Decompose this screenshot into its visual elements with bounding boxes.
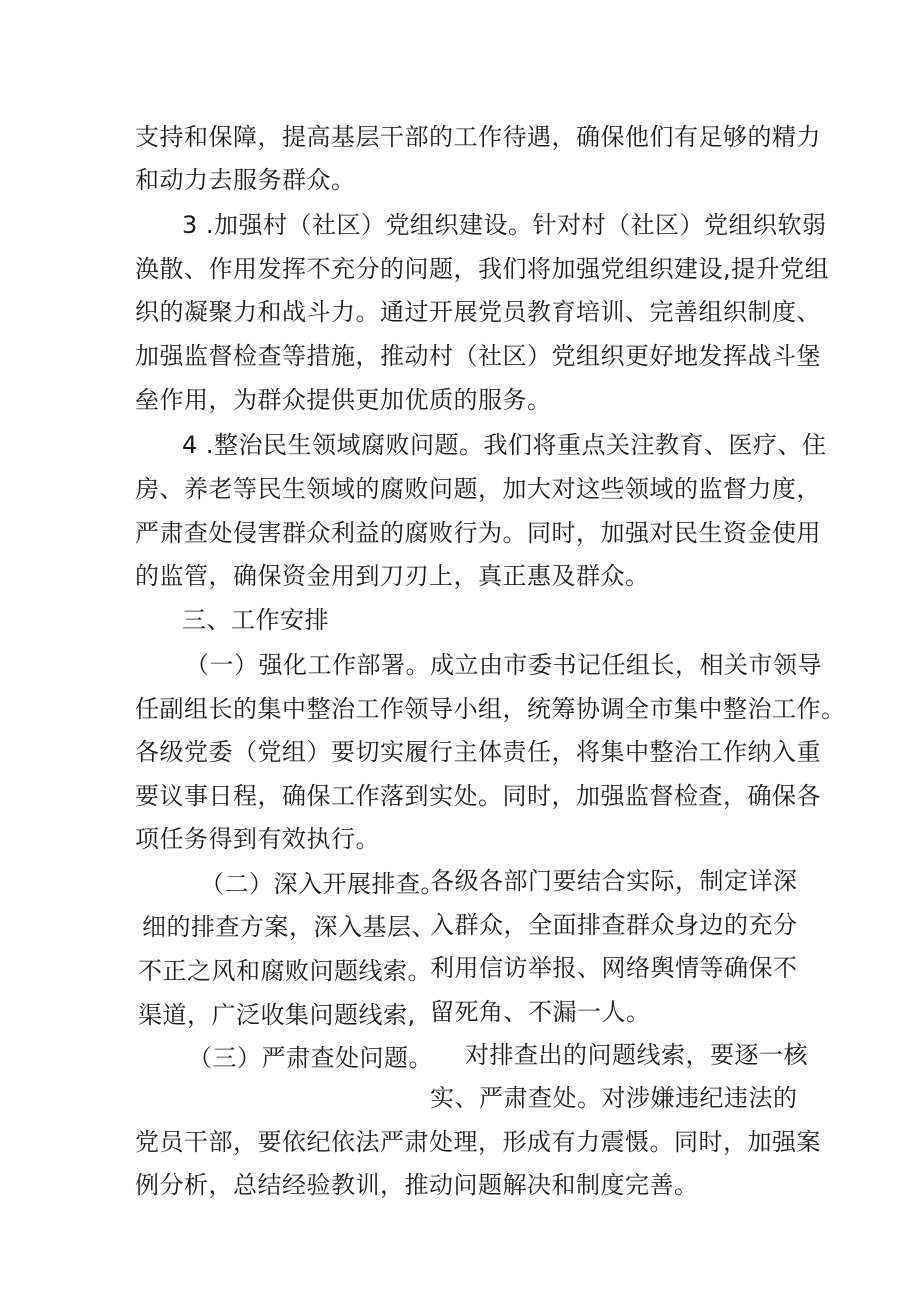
text-line: 的监管，确保资金用到刀刃上，真正惠及群众。	[135, 562, 650, 590]
text-line: 任副组长的集中整治工作领导小组，统筹协调全市集中整治工作。	[135, 695, 846, 723]
text-line: 支持和保障，提高基层干部的工作待遇，确保他们有足够的精力	[135, 123, 821, 151]
text-line: 房、养老等民生领域的腐败问题，加大对这些领域的监督力度，	[135, 475, 821, 503]
text-line: 实、严肃查处。对涉嫌违纪违法的	[430, 1084, 798, 1112]
text-line: 渠道，广泛收集问题线索,	[138, 1001, 416, 1029]
text-line: 项任务得到有效执行。	[135, 825, 380, 853]
text-line: 对排查出的问题线索，要逐一核	[465, 1041, 808, 1069]
text-line: 4 .整治民生领域腐败问题。我们将重点关注教育、医疗、住	[182, 431, 827, 459]
text-line: （三）严肃查处问题。	[188, 1044, 433, 1072]
text-line: 利用信访举报、网络舆情等确保不	[430, 954, 798, 982]
text-line: （二）深入开展排查。	[200, 870, 445, 898]
section-heading: 三、工作安排	[182, 606, 329, 634]
text-line: 细的排查方案，深入基层、	[142, 913, 436, 941]
text-line: 加强监督检查等措施，推动村（社区）党组织更好地发挥战斗堡	[135, 342, 821, 370]
text-line: 留死角、不漏一人。	[430, 998, 651, 1026]
text-line: 严肃查处侵害群众利益的腐败行为。同时，加强对民生资金使用	[135, 519, 821, 547]
text-line: 和动力去服务群众。	[135, 166, 356, 194]
text-line: 要议事日程，确保工作落到实处。同时，加强监督检查，确保各	[135, 782, 821, 810]
text-line: 织的凝聚力和战斗力。通过开展党员教育培训、完善组织制度、	[135, 298, 821, 326]
text-line: 例分析，总结经验教训，推动问题解决和制度完善。	[135, 1171, 699, 1199]
text-line: 垒作用，为群众提供更加优质的服务。	[135, 386, 552, 414]
text-line: 各级党委（党组）要切实履行主体责任，将集中整治工作纳入重	[135, 738, 821, 766]
text-line: 各级各部门要结合实际，制定详深	[430, 867, 798, 895]
text-line: 3 .加强村（社区）党组织建设。针对村（社区）党组织软弱	[182, 211, 827, 239]
text-line: （一）强化工作部署。成立由市委书记任组长，相关市领导	[185, 651, 822, 679]
text-line: 不正之风和腐败问题线索。	[138, 957, 432, 985]
text-line: 入群众，全面排查群众身边的充分	[430, 911, 798, 939]
text-line: 党员干部，要依纪依法严肃处理，形成有力震慑。同时，加强案	[135, 1128, 821, 1156]
text-line: 涣散、作用发挥不充分的问题，我们将加强党组织建设,提升党组	[135, 255, 830, 283]
